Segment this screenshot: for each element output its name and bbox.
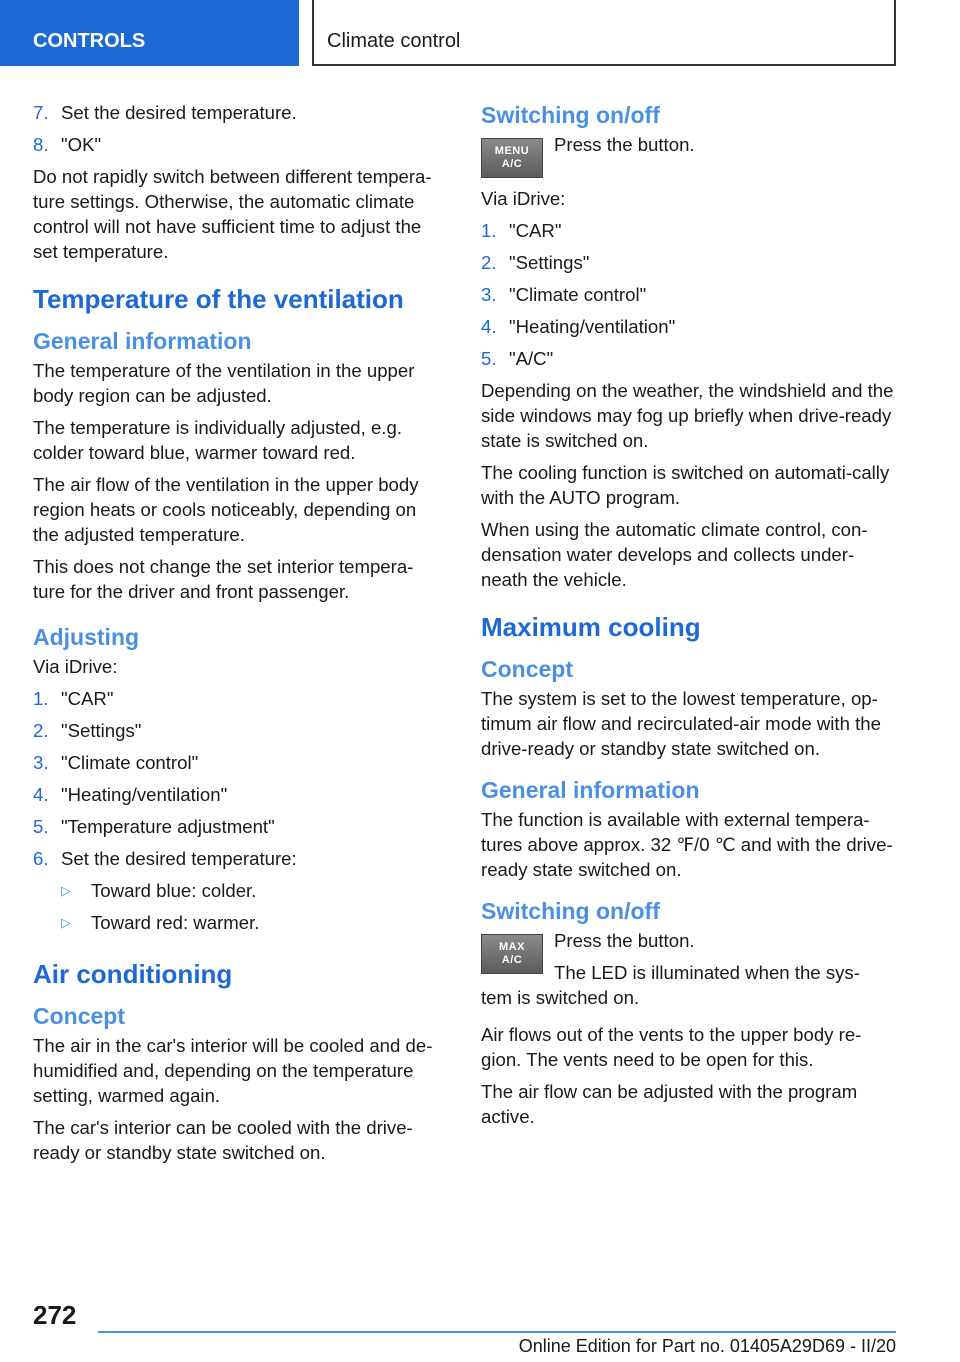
heading-general-information: General information bbox=[33, 328, 252, 354]
heading-temperature-ventilation: Temperature of the ventilation bbox=[33, 284, 404, 314]
paragraph: The function is available with external tempera-tures above approx. 32 ℉/0 ℃ and with the drive-ready state switched on. bbox=[481, 809, 893, 880]
page-number: 272 bbox=[33, 1300, 77, 1330]
triangle-bullet-icon: ▷ bbox=[61, 915, 71, 930]
right-column: Switching on/off MENU A/C Press the button. Via iDrive: 1. "CAR" 2. "Settings" 3. "Climate control" 4. "Heating/ventilation" 5. "A/C" Depending on the weather, the windshield and the side windows may fog up briefly when drive-ready state is switched on. The cooling function is switched on automati-cally with the AUTO program. When using the automatic climate control, con-densation water develops and collects under-neath the vehicle. Maximum cooling Concept The system is set to the lowest temperature, op-timum air flow and recirculated-air mode with the drive-ready or standby state switched on. General information The function is available with external tempera-tures above approx. 32 ℉/0 ℃ and with the drive-ready state switched on. Switching on/off MAX A/C Press the button. The LED is illuminated when the sys- tem is switched on. Air flows out of the vents to the upper body re-gion. The vents need to be open for this. The air flow can be adjusted with the program active. bbox=[481, 100, 897, 1136]
list-item: 1. "CAR" bbox=[33, 688, 114, 709]
paragraph: The cooling function is switched on automati-cally with the AUTO program. bbox=[481, 462, 890, 508]
list-item: ▷ Toward red: warmer. bbox=[61, 912, 260, 933]
adjust-steps bbox=[33, 686, 443, 871]
button-instruction: MENU A/C Press the button. bbox=[481, 132, 897, 178]
paragraph: Do not rapidly switch between different tempera-ture settings. Otherwise, the automatic climate control will not have sufficient time to adjust the set temperature. bbox=[33, 166, 432, 262]
edition-note: Online Edition for Part no. 01405A29D69 - II/20 bbox=[518, 1336, 896, 1356]
chapter-title: Climate control bbox=[312, 0, 896, 66]
list-item: 3. "Climate control" bbox=[481, 284, 647, 305]
list-item: 1. "CAR" bbox=[481, 220, 562, 241]
button-instruction: MAX A/C Press the button. The LED is illuminated when the sys- bbox=[481, 928, 897, 985]
footer-divider bbox=[98, 1331, 896, 1333]
paragraph: The air flow can be adjusted with the program active. bbox=[481, 1081, 858, 1127]
list-item: 4. "Heating/ventilation" bbox=[481, 316, 676, 337]
ac-steps bbox=[481, 218, 897, 371]
page-header bbox=[0, 0, 960, 66]
heading-concept: Concept bbox=[481, 656, 573, 682]
via-idrive-label: Via iDrive: bbox=[481, 188, 566, 209]
list-item: 2. "Settings" bbox=[33, 720, 142, 741]
list-item: 5. "A/C" bbox=[481, 348, 554, 369]
max-ac-button-icon: MAX A/C bbox=[481, 934, 543, 974]
paragraph: This does not change the set interior tempera-ture for the driver and front passenger. bbox=[33, 556, 414, 602]
paragraph: The system is set to the lowest temperature, op-timum air flow and recirculated-air mode with the drive-ready or standby state switched on. bbox=[481, 688, 881, 759]
heading-air-conditioning: Air conditioning bbox=[33, 959, 233, 989]
left-column bbox=[33, 100, 443, 1172]
paragraph: The air flow of the ventilation in the upper body region heats or cools noticeably, depending on the adjusted temperature. bbox=[33, 474, 419, 545]
heading-maximum-cooling: Maximum cooling bbox=[481, 612, 701, 642]
paragraph: Air flows out of the vents to the upper body re-gion. The vents need to be open for this. bbox=[481, 1024, 862, 1070]
menu-ac-button-icon: MENU A/C bbox=[481, 138, 543, 178]
paragraph: The temperature is individually adjusted, e.g. colder toward blue, warmer toward red. bbox=[33, 417, 402, 463]
list-item: ▷ Toward blue: colder. bbox=[61, 880, 257, 901]
section-tab: CONTROLS bbox=[0, 0, 299, 66]
triangle-bullet-icon: ▷ bbox=[61, 883, 71, 898]
steps-continued bbox=[33, 100, 443, 157]
via-idrive-label: Via iDrive: bbox=[33, 656, 118, 677]
list-item: 7. Set the desired temperature. bbox=[33, 102, 297, 123]
paragraph: The car's interior can be cooled with the drive-ready or standby state switched on. bbox=[33, 1117, 413, 1163]
heading-general-information: General information bbox=[481, 777, 700, 803]
paragraph: Depending on the weather, the windshield and the side windows may fog up briefly when drive-ready state is switched on. bbox=[481, 380, 894, 451]
paragraph: The temperature of the ventilation in the upper body region can be adjusted. bbox=[33, 360, 415, 406]
list-item: 2. "Settings" bbox=[481, 252, 590, 273]
list-item: 3. "Climate control" bbox=[33, 752, 199, 773]
sub-bullet-list bbox=[61, 878, 443, 935]
list-item: 5. "Temperature adjustment" bbox=[33, 816, 275, 837]
heading-concept: Concept bbox=[33, 1003, 125, 1029]
paragraph: The air in the car's interior will be cooled and de-humidified and, depending on the temperature setting, warmed again. bbox=[33, 1035, 433, 1106]
list-item: 6. Set the desired temperature: bbox=[33, 848, 297, 869]
list-item: 4. "Heating/ventilation" bbox=[33, 784, 228, 805]
heading-switching-on-off: Switching on/off bbox=[481, 102, 660, 128]
heading-adjusting: Adjusting bbox=[33, 624, 140, 650]
heading-switching-on-off: Switching on/off bbox=[481, 898, 660, 924]
list-item: 8. "OK" bbox=[33, 134, 102, 155]
paragraph: When using the automatic climate control, con-densation water develops and collects under-neath the vehicle. bbox=[481, 519, 868, 590]
